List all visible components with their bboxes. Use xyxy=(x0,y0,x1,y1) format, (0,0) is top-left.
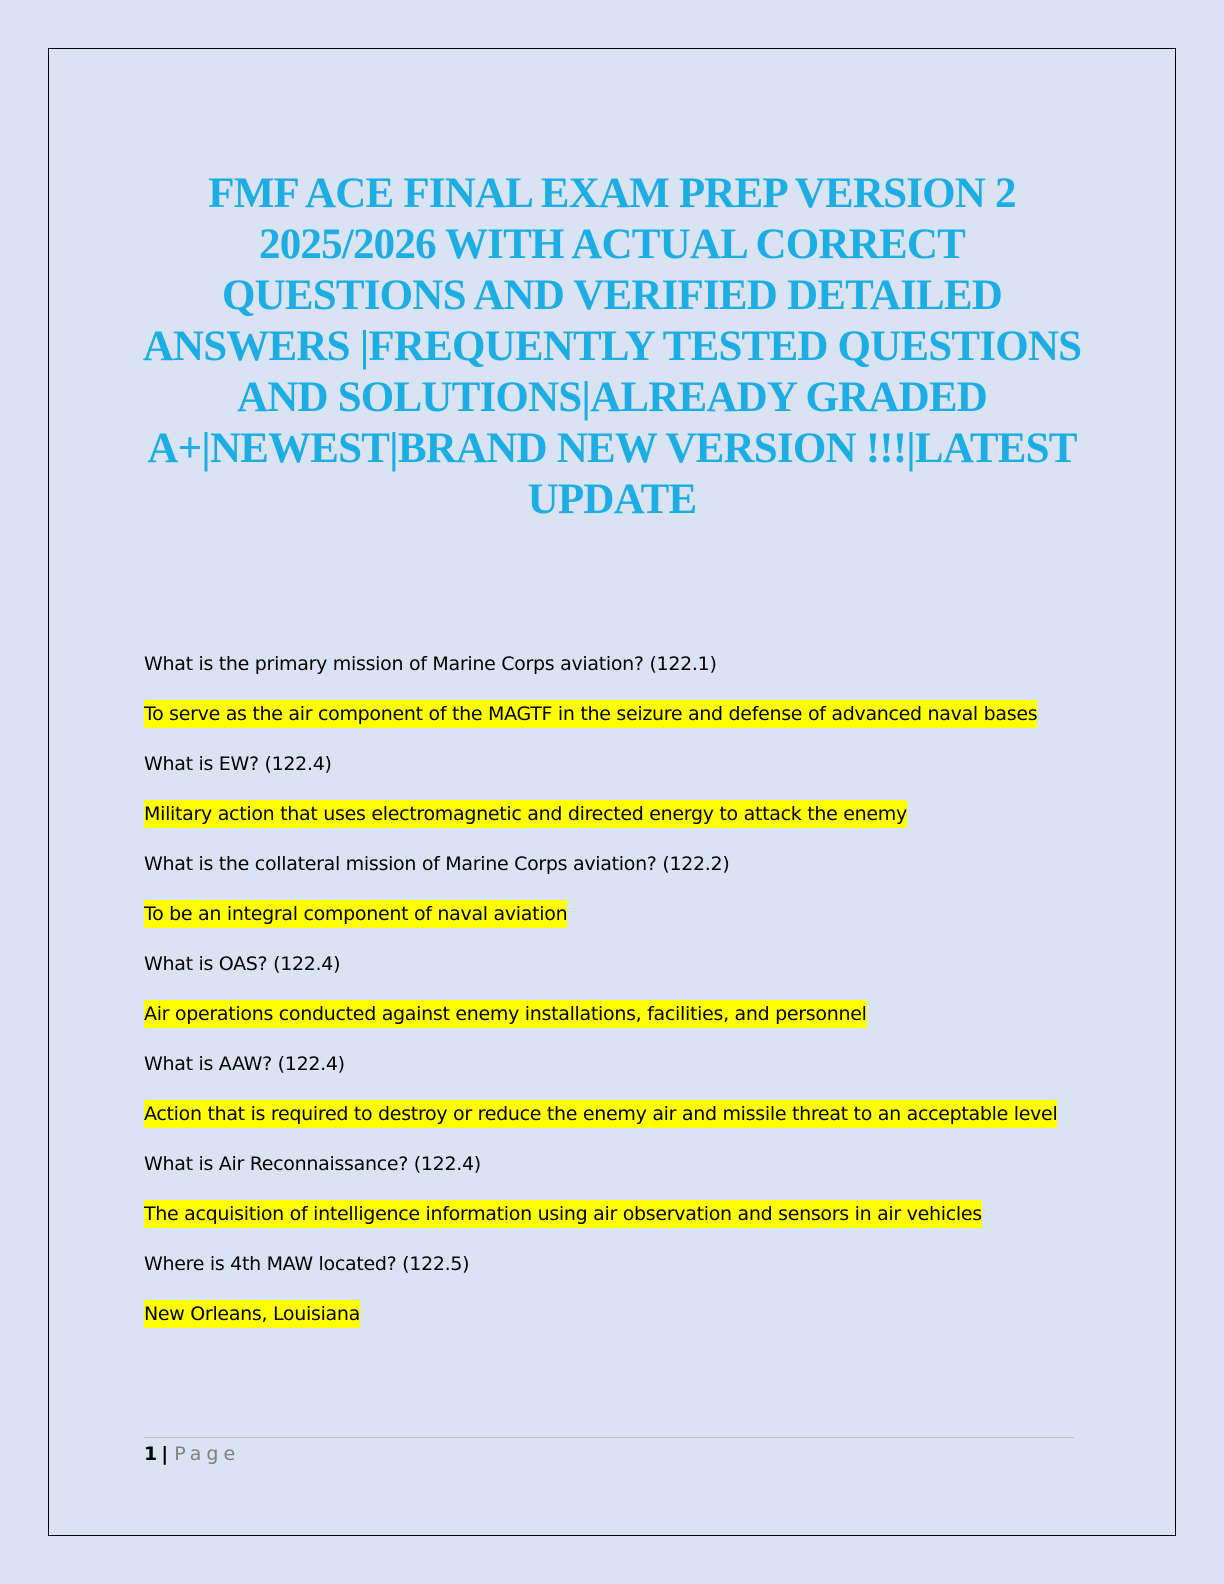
question-1 xyxy=(144,648,1084,680)
answer-6 xyxy=(144,1198,1084,1230)
answer-text: Air operations conducted against enemy installations, facilities, and personnel xyxy=(144,1000,867,1028)
qa-content xyxy=(144,648,1084,1348)
question-text: What is OAS? (122.4) xyxy=(144,953,341,975)
footer-rule xyxy=(144,1437,1074,1438)
answer-1 xyxy=(144,698,1084,730)
question-3 xyxy=(144,848,1084,880)
question-text: What is the collateral mission of Marine Corps aviation? (122.2) xyxy=(144,853,730,875)
page-label: Page xyxy=(174,1443,241,1465)
answer-text: To be an integral component of naval aviation xyxy=(144,900,567,928)
answer-text: Action that is required to destroy or reduce the enemy air and missile threat to an acceptable level xyxy=(144,1100,1057,1128)
footer-separator: | xyxy=(161,1443,169,1465)
answer-4 xyxy=(144,998,1084,1030)
document-title: FMF ACE FINAL EXAM PREP VERSION 2 2025/2026 WITH ACTUAL CORRECT QUESTIONS AND VERIFIED DETAILED ANSWERS |FREQUENTLY TESTED QUESTIONS AND SOLUTIONS|ALREADY GRADED A+|NEWEST|BRAND NEW VERSION !!!|LATEST UPDATE xyxy=(142,170,1082,523)
answer-text: To serve as the air component of the MAGTF in the seizure and defense of advanced naval bases xyxy=(144,700,1037,728)
question-4 xyxy=(144,948,1084,980)
page-number: 1 xyxy=(144,1443,158,1465)
page-footer xyxy=(144,1442,240,1466)
answer-text: Military action that uses electromagnetic and directed energy to attack the enemy xyxy=(144,800,907,828)
question-6 xyxy=(144,1148,1084,1180)
answer-3 xyxy=(144,898,1084,930)
answer-2 xyxy=(144,798,1084,830)
question-text: What is EW? (122.4) xyxy=(144,753,332,775)
answer-5 xyxy=(144,1098,1084,1130)
question-text: Where is 4th MAW located? (122.5) xyxy=(144,1253,470,1275)
question-text: What is AAW? (122.4) xyxy=(144,1053,345,1075)
question-7 xyxy=(144,1248,1084,1280)
question-text: What is Air Reconnaissance? (122.4) xyxy=(144,1153,481,1175)
question-2 xyxy=(144,748,1084,780)
question-text: What is the primary mission of Marine Corps aviation? (122.1) xyxy=(144,653,717,675)
question-5 xyxy=(144,1048,1084,1080)
answer-7 xyxy=(144,1298,1084,1330)
answer-text: The acquisition of intelligence information using air observation and sensors in air vehicles xyxy=(144,1200,982,1228)
answer-text: New Orleans, Louisiana xyxy=(144,1300,360,1328)
